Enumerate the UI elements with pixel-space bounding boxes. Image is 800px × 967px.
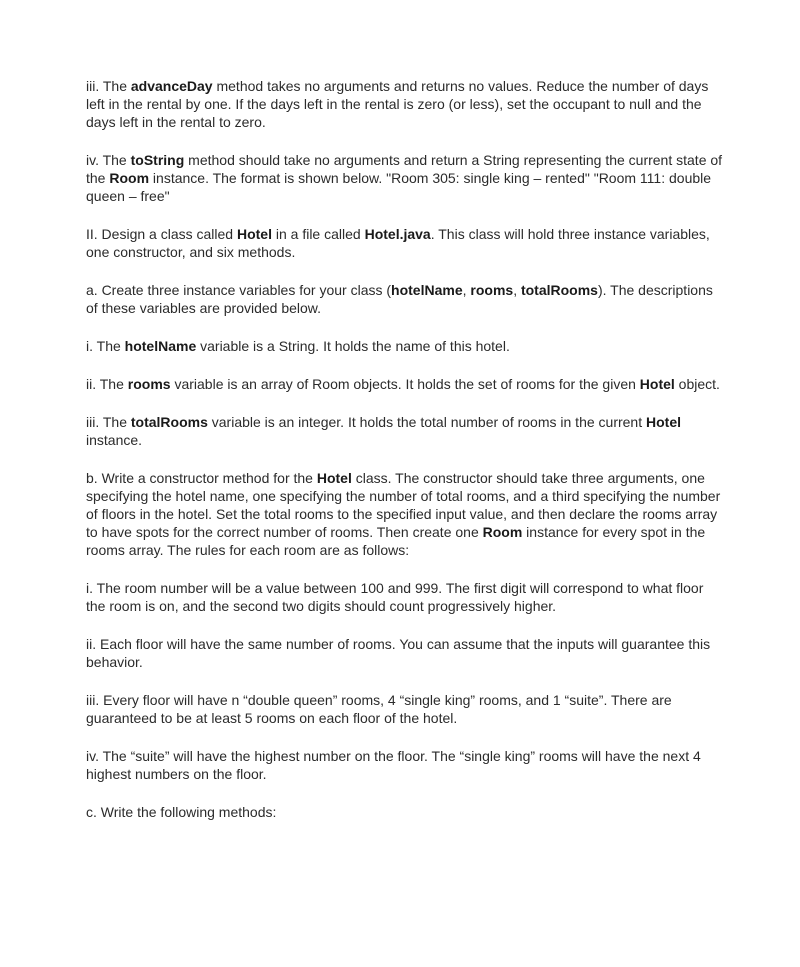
bold-term: Hotel	[639, 376, 675, 392]
text-run: b. Write a constructor method for the	[86, 470, 317, 486]
text-run: iii. Every floor will have n “double queen” rooms, 4 “single king” rooms, and 1 “suite”. There are guaranteed to be at least 5 rooms on each floor of the hotel.	[86, 692, 672, 726]
text-run: II. Design a class called	[86, 226, 237, 242]
text-run: ,	[462, 282, 471, 298]
text-run: ). The descriptions of these variables are provided below.	[86, 282, 713, 316]
bold-term: rooms	[127, 376, 171, 392]
text-run: iv. The “suite” will have the highest number on the floor. The “single king” rooms will have the next 4 highest numbers on the floor.	[86, 748, 701, 782]
text-run: instance. The format is shown below. "Room 305: single king – rented" "Room 111: double queen – free"	[86, 170, 712, 204]
paragraph-i-hotel-name	[86, 337, 726, 355]
bold-term: hotelName	[391, 282, 463, 298]
text-run: i. The room number will be a value between 100 and 999. The first digit will correspond to what floor the room is on, and the second two digits should count progressively higher.	[86, 580, 704, 614]
bold-term: Hotel	[316, 470, 352, 486]
bold-term: Hotel	[236, 226, 272, 242]
paragraph-ii-hotel-class	[86, 225, 726, 261]
text-run: iv. The	[86, 152, 131, 168]
text-run: in a file called	[271, 226, 365, 242]
text-run: variable is a String. It holds the name of this hotel.	[196, 338, 510, 354]
document-body	[86, 77, 726, 841]
text-run: variable is an integer. It holds the total number of rooms in the current	[207, 414, 646, 430]
text-run: ii. Each floor will have the same number of rooms. You can assume that the inputs will guarantee this behavior.	[86, 636, 711, 670]
text-run: method should take no arguments and return a String representing the current state of the	[86, 152, 723, 186]
text-run: instance for every spot in the rooms array. The rules for each room are as follows:	[86, 524, 706, 558]
text-run: iii. The	[86, 78, 131, 94]
text-run: class. The constructor should take three arguments, one specifying the hotel name, one specifying the number of total rooms, and a third specifying the number of floors in the hotel. Set the total rooms to the specified input value, and then declare the rooms array to have spots for the correct number of rooms. Then create one	[86, 470, 721, 540]
bold-term: Room	[482, 524, 523, 540]
paragraph-c-methods	[86, 803, 726, 821]
text-run: variable is an array of Room objects. It holds the set of rooms for the given	[170, 376, 640, 392]
text-run: instance.	[86, 432, 143, 448]
text-run: c. Write the following methods:	[86, 804, 277, 820]
bold-term: advanceDay	[130, 78, 213, 94]
text-run: . This class will hold three instance variables, one constructor, and six methods.	[86, 226, 710, 260]
text-run: i. The	[86, 338, 125, 354]
paragraph-b-constructor	[86, 469, 726, 559]
bold-term: Hotel	[646, 414, 681, 430]
paragraph-iii-advance-day	[86, 77, 726, 131]
paragraph-ii-rooms	[86, 375, 726, 393]
bold-term: Hotel.java	[364, 226, 431, 242]
bold-term: totalRooms	[520, 282, 598, 298]
text-run: object.	[674, 376, 720, 392]
text-run: a. Create three instance variables for your class (	[86, 282, 392, 298]
paragraph-a-instance-vars	[86, 281, 726, 317]
bold-term: Room	[109, 170, 150, 186]
bold-term: hotelName	[124, 338, 197, 354]
paragraph-iii-total-rooms	[86, 413, 726, 449]
text-run: method takes no arguments and returns no values. Reduce the number of days left in the rental by one. If the days left in the rental is zero (or less), set the occupant to null and the days left in the rental to zero.	[86, 78, 709, 130]
paragraph-iii-room-types	[86, 691, 726, 727]
bold-term: toString	[130, 152, 185, 168]
paragraph-iv-to-string	[86, 151, 726, 205]
bold-term: rooms	[470, 282, 514, 298]
paragraph-i-room-number	[86, 579, 726, 615]
text-run: ii. The	[86, 376, 128, 392]
text-run: ,	[513, 282, 521, 298]
paragraph-ii-same-rooms	[86, 635, 726, 671]
paragraph-iv-suite-highest	[86, 747, 726, 783]
bold-term: totalRooms	[130, 414, 208, 430]
text-run: iii. The	[86, 414, 131, 430]
